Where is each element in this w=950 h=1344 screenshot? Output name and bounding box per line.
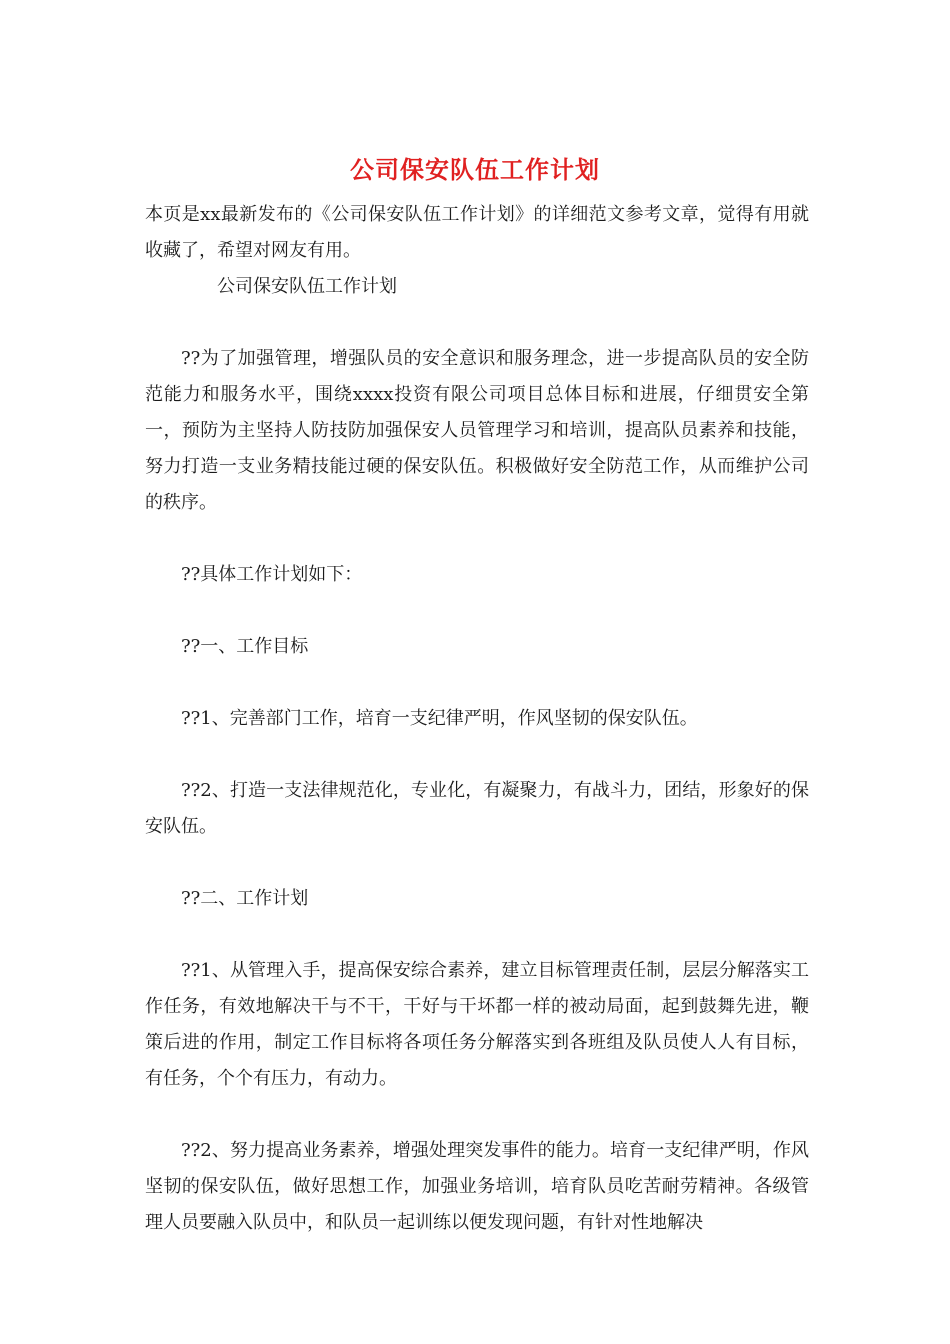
list-item: ??1、完善部门工作，培育一支纪律严明，作风坚韧的保安队伍。 bbox=[181, 708, 698, 729]
list-item: ??2、打造一支法律规范化，专业化，有凝聚力，有战斗力，团结，形象好的保安队伍。 bbox=[145, 780, 809, 837]
spacer bbox=[145, 737, 809, 773]
spacer bbox=[145, 845, 809, 881]
document-title: 公司保安队伍工作计划 bbox=[350, 156, 600, 184]
document-body bbox=[145, 197, 809, 1241]
section-heading: ??一、工作目标 bbox=[181, 636, 309, 657]
spacer bbox=[145, 665, 809, 701]
intro-paragraph: 本页是xx最新发布的《公司保安队伍工作计划》的详细范文参考文章，觉得有用就收藏了，希望对网友有用。 bbox=[145, 204, 809, 261]
spacer bbox=[145, 917, 809, 953]
spacer bbox=[145, 593, 809, 629]
body-paragraph: ??为了加强管理，增强队员的安全意识和服务理念，进一步提高队员的安全防范能力和服务水平，围绕xxxx投资有限公司项目总体目标和进展，仔细贯安全第一，预防为主坚持人防技防加强保安人员管理学习和培训，提高队员素养和技能，努力打造一支业务精技能过硬的保安队伍。积极做好安全防范工作，从而维护公司的秩序。 bbox=[145, 348, 809, 513]
section-heading: ??二、工作计划 bbox=[181, 888, 309, 909]
body-paragraph: ??具体工作计划如下： bbox=[181, 564, 363, 585]
document-subtitle: 公司保安队伍工作计划 bbox=[217, 276, 397, 297]
spacer bbox=[145, 305, 809, 341]
list-item: ??1、从管理入手，提高保安综合素养，建立目标管理责任制，层层分解落实工作任务，有效地解决干与不干，干好与干坏都一样的被动局面，起到鼓舞先进，鞭策后进的作用，制定工作目标将各项任务分解落实到各班组及队员使人人有目标，有任务，个个有压力，有动力。 bbox=[145, 960, 809, 1089]
list-item: ??2、努力提高业务素养，增强处理突发事件的能力。培育一支纪律严明，作风坚韧的保安队伍，做好思想工作，加强业务培训，培育队员吃苦耐劳精神。各级管理人员要融入队员中，和队员一起训练以便发现问题，有针对性地解决 bbox=[145, 1140, 809, 1233]
spacer bbox=[145, 1097, 809, 1133]
spacer bbox=[145, 521, 809, 557]
